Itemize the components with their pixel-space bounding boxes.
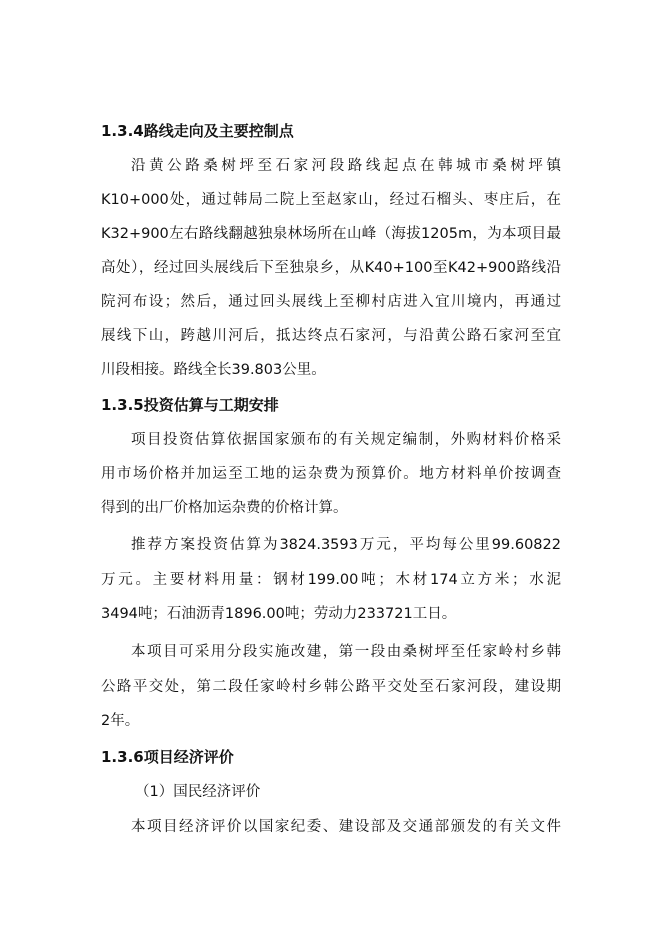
paragraph-line: 项目投资估算依据国家颁布的有关规定编制，外购材料价格采 bbox=[131, 432, 561, 448]
paragraph-line: 展线下山，跨越川河后，抵达终点石家河，与沿黄公路石家河至宜 bbox=[101, 328, 561, 344]
paragraph-line: 得到的出厂价格加运杂费的价格计算。 bbox=[101, 500, 348, 516]
paragraph-line: 2年。 bbox=[101, 713, 140, 729]
paragraph-line: 高处），经过回头展线后下至独泉乡，从K40+100至K42+900路线沿 bbox=[101, 260, 561, 276]
paragraph-line: 本项目可采用分段实施改建，第一段由桑树坪至任家岭村乡韩 bbox=[131, 644, 561, 660]
paragraph-line: 本项目经济评价以国家纪委、建设部及交通部颁发的有关文件 bbox=[131, 819, 561, 835]
paragraph-line: 沿黄公路桑树坪至石家河段路线起点在韩城市桑树坪镇 bbox=[131, 158, 561, 174]
section-heading-1-3-5: 1.3.5投资估算与工期安排 bbox=[101, 396, 279, 414]
section-heading-1-3-4: 1.3.4路线走向及主要控制点 bbox=[101, 122, 294, 140]
paragraph-line: 公路平交处，第二段任家岭村乡韩公路平交处至石家河段，建设期 bbox=[101, 679, 561, 695]
paragraph-line: 万元。主要材料用量：钢材199.00吨；木材174立方米；水泥 bbox=[101, 572, 561, 588]
subsection-heading: （1）国民经济评价 bbox=[135, 784, 261, 800]
paragraph-line: 用市场价格并加运至工地的运杂费为预算价。地方材料单价按调查 bbox=[101, 466, 561, 482]
paragraph-line: 3494吨；石油沥青1896.00吨；劳动力233721工日。 bbox=[101, 606, 457, 622]
paragraph-line: K10+000处，通过韩局二院上至赵家山，经过石榴头、枣庄后，在 bbox=[101, 192, 561, 208]
paragraph-line: 推荐方案投资估算为3824.3593万元，平均每公里99.60822 bbox=[131, 537, 561, 553]
paragraph-line: K32+900左右路线翻越独泉林场所在山峰（海拔1205m，为本项目最 bbox=[101, 226, 561, 242]
paragraph-line: 川段相接。路线全长39.803公里。 bbox=[101, 362, 326, 378]
section-heading-1-3-6: 1.3.6项目经济评价 bbox=[101, 748, 234, 766]
paragraph-line: 院河布设；然后，通过回头展线上至柳村店进入宜川境内，再通过 bbox=[101, 294, 561, 310]
